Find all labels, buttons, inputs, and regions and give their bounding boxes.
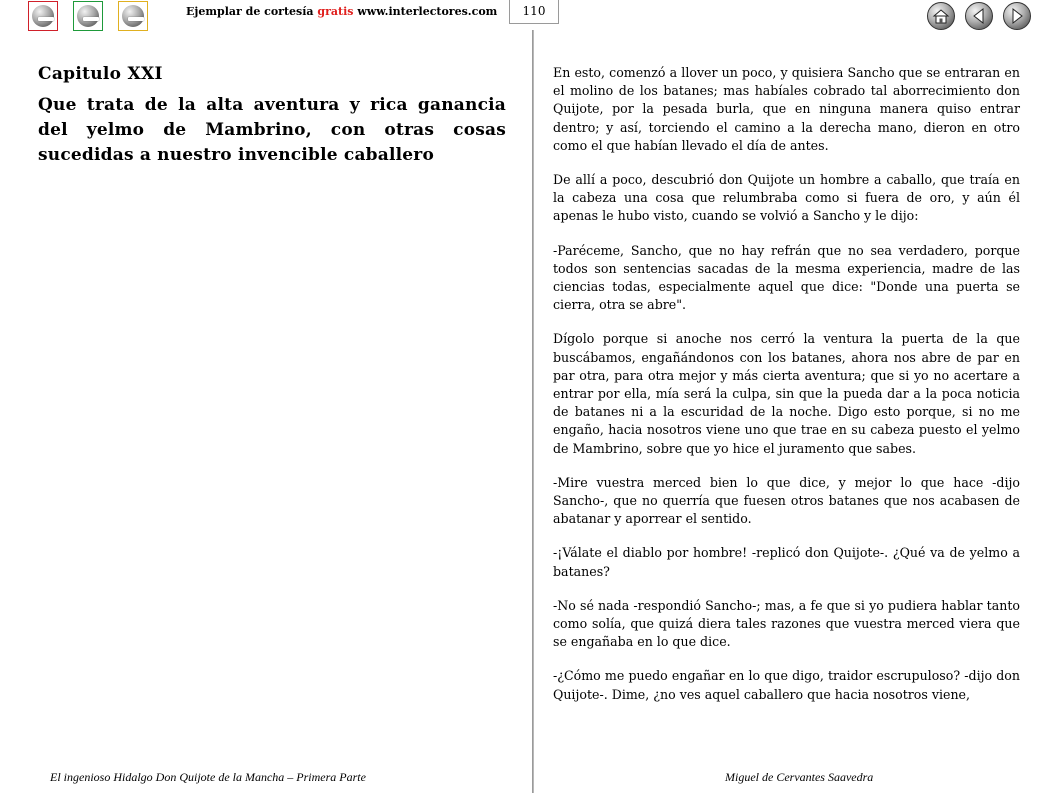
courtesy-notice [186, 5, 497, 18]
paragraph: Dígolo porque si anoche nos cerró la ventura la puerta de la que buscábamos, engañándonos con los batanes, ahora nos abre de par en par otra, para otra mejor y más cierta aventura; que si yo no acertare a entrar por ella, mía será la culpa, sin que la pueda dar a la poca noticia de batanes ni a la escuridad de la noche. Digo esto porque, si no me engaño, hacia nosotros viene uno que trae en su cabeza puesto el yelmo de Mambrino, sobre que yo hice el juramento que sabes. [553, 331, 1020, 456]
minus-button-yellow[interactable] [118, 1, 148, 31]
column-divider [532, 30, 534, 793]
right-column [553, 64, 1020, 720]
paragraph: De allí a poco, descubrió don Quijote un hombre a caballo, que traía en la cabeza una cosa que relumbraba como si fuera de oro, y aún él apenas le hubo visto, cuando se volvió a Sancho y le dijo: [553, 172, 1020, 224]
courtesy-prefix: Ejemplar de cortesía [186, 5, 314, 18]
paragraph: -¡Válate el diablo por hombre! -replicó don Quijote-. ¿Qué va de yelmo a batanes? [553, 545, 1020, 579]
paragraph: -¿Cómo me puedo engañar en lo que digo, traidor escrupuloso? -dijo don Quijote-. Dime, ¿no ves aquel caballero que hacia nosotros viene, [553, 668, 1020, 702]
minus-button-green[interactable] [73, 1, 103, 31]
next-page-button[interactable] [1003, 2, 1031, 30]
minus-icon [77, 5, 99, 27]
paragraph: En esto, comenzó a llover un poco, y quisiera Sancho que se entraran en el molino de los batanes; mas habíales cobrado tal aborrecimiento don Quijote, por la pesada burla, que en ninguna manera quiso entrar dentro; y así, torciendo el camino a la derecha mano, dieron en otro como el que habían llevado el día de antes. [553, 65, 1020, 153]
home-icon [928, 3, 954, 29]
chapter-title: Capitulo XXI [38, 64, 163, 84]
previous-page-button[interactable] [965, 2, 993, 30]
minus-button-red[interactable] [28, 1, 58, 31]
minus-icon [32, 5, 54, 27]
courtesy-site-link[interactable]: www.interlectores.com [357, 5, 498, 18]
footer-book-title: El ingenioso Hidalgo Don Quijote de la Mancha – Primera Parte [50, 770, 366, 784]
arrow-right-icon [1004, 3, 1030, 29]
paragraph: -Paréceme, Sancho, que no hay refrán que no sea verdadero, porque todos son sentencias sacadas de la mesma experiencia, madre de las ciencias todas, especialmente aquel que dice: "Donde una puerta se cierra, otra se abre". [553, 242, 1020, 313]
chapter-subtitle: Que trata de la alta aventura y rica ganancia del yelmo de Mambrino, con otras cosas sucedidas a nuestro invencible caballero [38, 95, 506, 165]
arrow-left-icon [966, 3, 992, 29]
top-toolbar [0, 0, 1058, 40]
paragraph: -Mire vuestra merced bien lo que dice, y mejor lo que hace -dijo Sancho-, que no querría que fuesen otros batanes que nos acabasen de abatanar y aporrear el sentido. [553, 474, 1020, 527]
page-number: 110 [509, 0, 559, 24]
left-column [38, 64, 506, 168]
footer-author: Miguel de Cervantes Saavedra [725, 770, 874, 784]
home-button[interactable] [927, 2, 955, 30]
minus-icon [122, 5, 144, 27]
paragraph: -No sé nada -respondió Sancho-; mas, a fe que si yo pudiera hablar tanto como solía, que quizá diera tales razones que vuestra merced viera que se engañaba en lo que dice. [553, 597, 1020, 650]
courtesy-free: gratis [317, 5, 354, 18]
